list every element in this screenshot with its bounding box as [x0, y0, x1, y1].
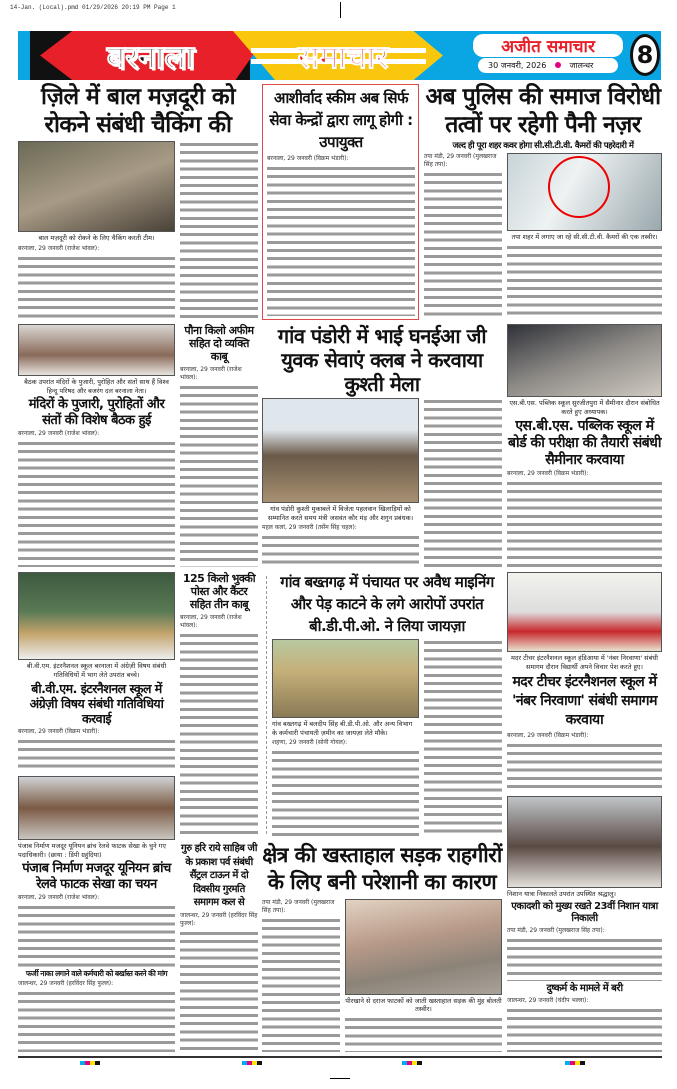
dateline-sbs-seminar: बरनाला, 29 जनवरी (विक्रम भंडारी):: [507, 470, 589, 478]
body-nishan-yatra: [507, 937, 662, 982]
headline-road: क्षेत्र की खस्ताहाल सड़क राहगीरों के लिए बनी परेशानी का कारण: [262, 843, 502, 895]
headline-gurpurab: गुरु हरि राये साहिब जी के प्रकाश पर्व संबंधी सैंट्रल टाऊन में दो दिवसीय गुरमति समागम कल से: [181, 843, 257, 908]
body-sbs-seminar: [507, 480, 662, 567]
article-poppy: [180, 572, 258, 836]
body-gurpurab: [180, 930, 258, 1053]
photo-temple-meeting: [18, 324, 175, 376]
photo-union: [18, 776, 175, 840]
crop-mark-top: [340, 2, 360, 18]
photo-wrestling: [262, 398, 419, 503]
dateline-nishan-yatra: तपा मंडी, 29 जनवरी (मुलखराज सिंह तपा):: [507, 926, 605, 934]
dateline-gurpurab: जालन्धर, 29 जनवरी (हरविंदर सिंह फुल्ल):: [180, 911, 258, 927]
section-title-samachar: समाचार: [297, 38, 389, 76]
color-registration-bar: [242, 1061, 262, 1065]
caption-union: पंजाब निर्माण मजदूर यूनियन ब्रांच रेलवे फाटक सेखा के चुने गए पदाधिकारी। (छाया : डिंपी ग्रहुंदिया): [18, 842, 166, 859]
edition-date: 30 जनवरी, 2026: [488, 61, 547, 70]
dateline-mining: शहणा, 29 जनवरी (सोनी गोयल):: [272, 739, 348, 747]
headline-sbs-seminar: एस.बी.एस. पब्लिक स्कूल में बोर्ड की परीक्षा की तैयारी संबंधी सैमीनार करवाया: [508, 418, 661, 468]
caption-mother-teacher: मदर टीचर इंटरनैशनल स्कूल हंडिआया में 'नंबर निरवाणा' संबंधी समागम दौरान विद्यार्थी अपने विचार पेश करते हुए।: [511, 654, 658, 671]
body-wrestling-2: [424, 398, 502, 567]
caption-wrestling: गांव पंडोरी कुश्ती मुकाबले में विजेता पहलवान खिलाड़ियों को सम्मानित करते समय मंत्री जसवंत कौर मंड़ और शगुन प्रबंधक।: [267, 505, 414, 522]
bottom-rule: [18, 1056, 662, 1058]
page-number: 8: [630, 34, 660, 76]
headline-mining: गांव बख्तगढ़ में पंचायत पर अवैध माइनिंग और पेड़ काटने के लगे आरोपों उपरांत बी.डी.पी.ओ. ने लिया जायज़ा: [280, 573, 494, 635]
body-wrestling: [262, 534, 419, 567]
color-registration-bar: [565, 1061, 585, 1065]
article-gurpurab: [180, 842, 258, 1052]
photo-cctv-camera: [507, 153, 662, 231]
photo-sbs-seminar: [507, 324, 662, 397]
body-mining: [272, 749, 419, 836]
dateline-wrestling: महल कलां, 29 जनवरी (तर्सेम सिंह चहल):: [262, 524, 357, 531]
photo-mining-site: [272, 639, 419, 718]
headline-fake-naka: फर्जी नाका लगाने वाले कर्मचारी को बर्खास्त करने की मांग: [25, 968, 168, 978]
masthead-banner: [18, 31, 661, 80]
article-opium: [180, 324, 258, 567]
caption-bvm: बी.वी.एम. इंटरनैशनल स्कूल बरनाला में अंग्रेज़ी विषय संबंधी गतिविधियों में भाग लेते उपरांत बच्चे।: [26, 662, 167, 679]
photo-credit: (छाया : डिंपी ग्रहुंदिया): [48, 850, 102, 859]
body-mother-teacher: [507, 742, 662, 792]
headline-union: पंजाब निर्माण मजदूर यूनियन ब्रांच रेलवे फाटक सेखा का चयन: [22, 861, 171, 892]
headline-child-labour: ज़िले में बाल मज़दूरी को रोकने संबंधी चैकिंग की: [40, 84, 236, 138]
article-sbs-seminar: [507, 324, 662, 567]
headline-temple-meeting: मंदिरों के पुजारी, पुरोहितों और संतों की विशेष बैठक हुई: [28, 397, 165, 428]
body-poppy: [180, 632, 258, 836]
caption-child-labour: बाल मज़दूरी को रोकने के लिए चैकिंग करती टीम।: [38, 234, 155, 243]
edition-info: [478, 58, 618, 73]
crop-mark-bottom: [330, 1078, 350, 1079]
article-mining: [272, 572, 502, 836]
headline-nishan-yatra: एकादशी को मुख्य रखते 23वीं निशान यात्रा निकाली: [511, 900, 658, 924]
dateline-poppy: बरनाला, 29 जनवरी (राजेश भांवल):: [180, 613, 242, 629]
headline-mother-teacher: मदर टीचर इंटरनैशनल स्कूल में 'नंबर निरवाणा' संबंधी समागम करवाया: [512, 674, 657, 728]
dateline-opium: बरनाला, 29 जनवरी (राजेश भांवल):: [180, 365, 242, 381]
body-union: [18, 904, 175, 966]
print-slug: 14-Jan. (Local).pmd 01/29/2026 20:19 PM Page 1: [10, 4, 176, 11]
dateline-police-cctv: तपा मंडी, 29 जनवरी (मुलखराज सिंह तपा):: [424, 153, 497, 169]
photo-damaged-road: [345, 899, 502, 995]
headline-wrestling: गांव पंडोरी में भाई घनईआ जी युवक सेवाएं क्लब ने करवाया कुश्ती मेला: [277, 324, 487, 396]
headline-acquitted: दुष्कर्म के मामले में बरी: [546, 983, 623, 995]
headline-ashirwad: आशीर्वाद स्कीम अब सिर्फ सेवा केन्द्रों द्वारा लागू होगी : उपायुक्त: [269, 89, 413, 151]
photo-nishan-yatra: [507, 796, 662, 888]
body-police-cctv: [424, 171, 502, 320]
body-police-cctv-2: [507, 244, 662, 320]
article-nishan-yatra: [507, 796, 662, 1052]
article-police-cctv: [424, 84, 662, 320]
article-wrestling: [262, 324, 502, 567]
paper-name: अजीत समाचार: [473, 34, 623, 57]
body-bvm: [18, 738, 175, 772]
caption-sbs-seminar: एस.बी.एस. पब्लिक स्कूल सुरजीतपुरा में सैमीनार दौरान संबोधित करते हुए अध्यापक।: [509, 399, 660, 416]
body-mining-2: [424, 639, 502, 836]
article-bvm: [18, 572, 175, 772]
edition-city: जालन्धर: [569, 61, 594, 70]
caption-mining: गांव बख्तगढ़ में बलदीप सिंह बी.डी.पी.ओ. और अन्य विभाग के कर्मचारी पंचायती ज़मीन का जायज़ा लेते मौके।: [272, 720, 413, 737]
vertical-rule: [266, 576, 267, 834]
article-ashirwad: [267, 88, 415, 316]
caption-temple-meeting: बैठक उपरांत मंदिरों के पुजारी, पुरोहित और संतों साथ हैं विश्व हिन्दू परिषद और बजरंग दल बरनाला नेता।: [24, 378, 169, 395]
body-child-labour-2: [18, 255, 175, 320]
caption-nishan-yatra: निशान यात्रा निकालते उपरांत उपस्थित श्रद्धालु।: [507, 890, 616, 898]
article-temple-meeting: [18, 324, 175, 567]
dateline-ashirwad: बरनाला, 29 जनवरी (विक्रम भंडारी):: [267, 155, 349, 163]
body-ashirwad: [267, 165, 415, 316]
subhead-police-cctv: जल्द ही पूरा शहर कवर होगा सी.सी.टी.वी. कैमरों की पहरेदारी में: [452, 141, 634, 152]
body-temple-meeting: [18, 440, 175, 567]
article-child-labour: [18, 84, 258, 320]
body-opium: [180, 384, 258, 567]
body-fake-naka: [18, 990, 175, 1052]
color-registration-bar: [402, 1061, 422, 1065]
dateline-fake-naka: जालन्धर, 29 जनवरी (हरविंदर सिंह फुल्ल):: [18, 979, 114, 987]
dateline-road: तपा मंडी, 29 जनवरी (मुलखराज सिंह तपा):: [262, 898, 335, 914]
headline-bvm: बी.वी.एम. इंटरनैशनल स्कूल में अंग्रेज़ी विषय संबंधी गतिविधियां करवाई: [29, 681, 164, 726]
dateline-bvm: बरनाला, 29 जनवरी (विक्रम भंडारी):: [18, 728, 100, 735]
dateline-mother-teacher: बरनाला, 29 जनवरी (विक्रम भंडारी):: [507, 731, 589, 739]
body-road-2: [345, 1016, 502, 1052]
dateline-union: बरनाला, 29 जनवरी (राजेश भांवल):: [18, 894, 100, 902]
article-road: [262, 842, 502, 1052]
headline-poppy: 125 किलो भुक्की पोस्त और कैंटर सहित तीन काबू: [182, 572, 256, 612]
body-road: [262, 917, 340, 1052]
caption-cctv: तपा शहर में लगाए जा रहे सी.सी.टी.वी. कैमरों की एक तस्वीर।: [511, 233, 658, 242]
dateline-acquitted: जालन्धर, 29 जनवरी (चंदीप भल्ला):: [507, 997, 589, 1005]
photo-mother-teacher: [507, 572, 662, 652]
dot-icon: [555, 62, 561, 68]
color-registration-bar: [80, 1061, 100, 1065]
photo-bvm-students: [18, 572, 175, 660]
body-acquitted: [507, 1007, 662, 1052]
section-title-barnala: बरनाला: [106, 38, 195, 76]
caption-road: पीरखाने से दराज फाटकों को जाती खस्ताहाल सड़क की मुंह बोलती तस्वीर।: [345, 996, 502, 1014]
dateline-child-labour: बरनाला, 29 जनवरी (राजेश भांवल):: [18, 244, 100, 252]
dateline-temple-meeting: बरनाला, 29 जनवरी (राजेश भांवल):: [18, 430, 100, 438]
photo-child-labour: [18, 141, 175, 232]
highlight-circle: [548, 156, 610, 218]
headline-police-cctv: अब पुलिस की समाज विरोधी तत्वों पर रहेगी पैनी नज़र: [425, 84, 661, 138]
article-union: [18, 776, 175, 1052]
article-mother-teacher: [507, 572, 662, 792]
body-child-labour: [180, 141, 258, 320]
headline-opium: पौना किलो अफीम सहित दो व्यक्ति काबू: [184, 324, 254, 364]
